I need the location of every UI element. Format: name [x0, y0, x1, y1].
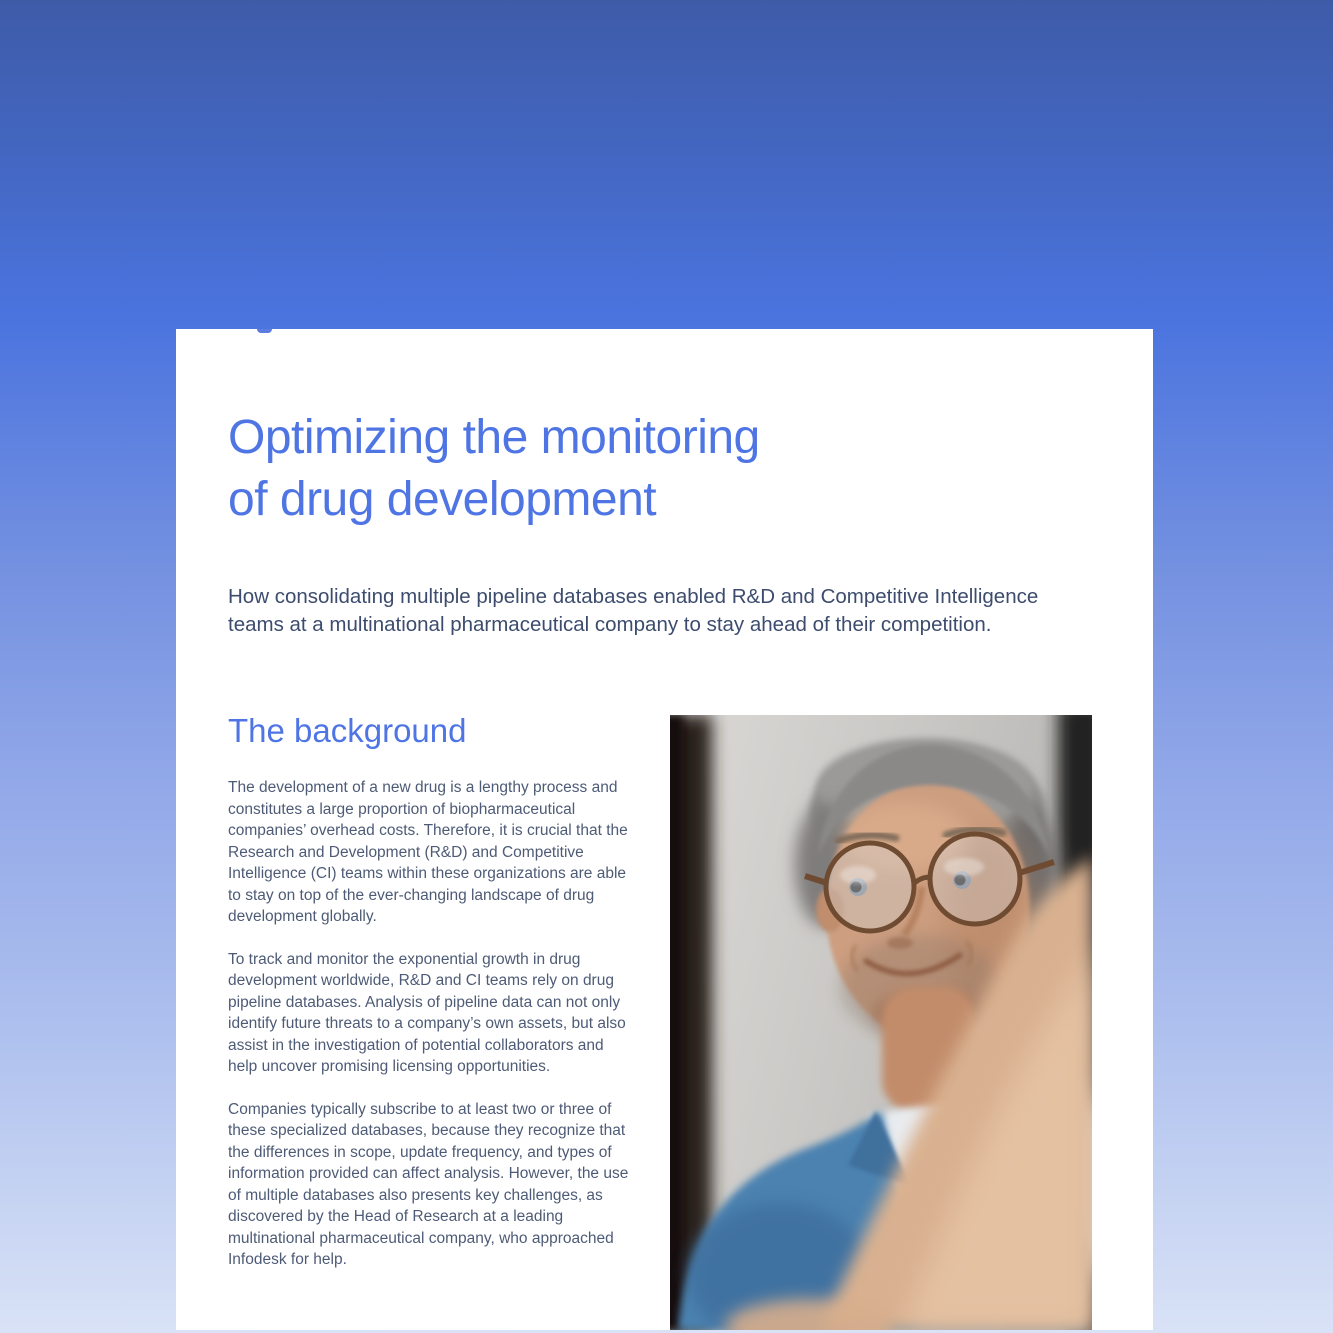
case-study-photo: [670, 715, 1092, 1330]
page-subtitle: How consolidating multiple pipeline databases enabled R&D and Competitive Intelligence teams at a multinational pharmaceutical company to stay ahead of their competition.: [228, 585, 1039, 636]
man-with-glasses-illustration: [670, 715, 1092, 1330]
section-heading-background: The background: [228, 712, 467, 749]
page-title-line1: Optimizing the monitoring: [228, 411, 760, 464]
page-title-line2: of drug development: [228, 473, 657, 526]
body-text-column: [228, 777, 632, 1292]
logo-mark-partial: [257, 329, 272, 333]
document-card: [176, 329, 1153, 1330]
body-paragraph-1: The development of a new drug is a lengthy process and constitutes a large proportion of biopharmaceutical companies’ overhead costs. Therefore, it is crucial that the Research and Development (R&D) and Competitive Intelligence (CI) teams within these organizations are able to stay on top of the ever-changing landscape of drug development globally.: [228, 779, 628, 925]
body-paragraph-3: Companies typically subscribe to at least two or three of these specialized databases, because they recognize that the differences in scope, update frequency, and types of information provided can affect analysis. However, the use of multiple databases also presents key challenges, as discovered by the Head of Research at a leading multinational pharmaceutical company, who approached Infodesk for help.: [228, 1100, 629, 1268]
page-title: [228, 407, 760, 531]
body-paragraph-2: To track and monitor the exponential growth in drug development worldwide, R&D and CI teams rely on drug pipeline databases. Analysis of pipeline data can not only identify future threats to a company’s own assets, but also assist in the investigation of potential collaborators and help uncover promising licensing opportunities.: [228, 950, 626, 1075]
